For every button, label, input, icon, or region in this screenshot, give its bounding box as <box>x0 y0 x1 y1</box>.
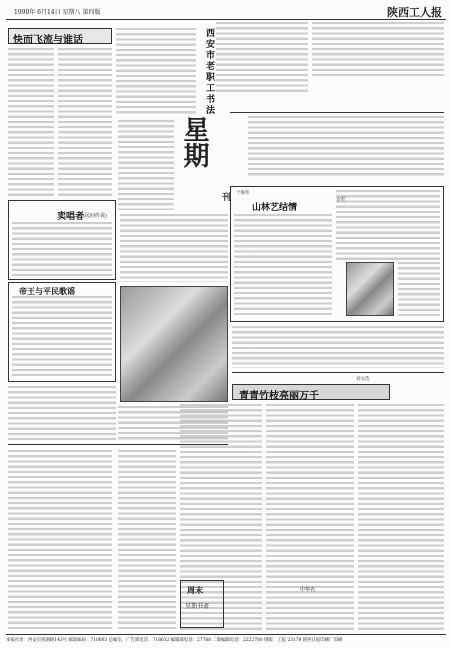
caption-author: 于俊伟 <box>236 191 250 196</box>
article-column-5 <box>312 22 444 78</box>
article-column-13 <box>232 326 444 368</box>
bottom-title: 青青竹枝亮丽万千 <box>239 391 319 402</box>
caption-editor: 刘文选 <box>356 377 370 382</box>
right-box-column <box>336 190 440 260</box>
vertical-title: 西安市老职工书法 <box>204 28 214 116</box>
story-title: 帝王与平民歌谣 <box>19 286 75 296</box>
article-column-6 <box>248 116 444 178</box>
article-column-4 <box>216 22 308 92</box>
weekend-box <box>180 580 224 628</box>
star-subtitle: 刊 <box>222 193 232 203</box>
article-column-1 <box>8 48 54 198</box>
top-left-title-box <box>8 28 112 44</box>
feature-photo <box>120 286 228 402</box>
calligraphy-photo <box>346 262 394 316</box>
article-column-15 <box>266 404 354 630</box>
article-column-10 <box>8 450 112 630</box>
star-title: 星期 <box>179 116 209 168</box>
article-column-7 <box>118 120 174 210</box>
right-box-title: 山林艺结情 <box>252 203 298 213</box>
bottom-left-title: 星期书斋 <box>185 603 210 610</box>
right-box-column-2 <box>398 262 440 316</box>
bottom-title-box <box>232 384 390 400</box>
mid-box-text <box>12 222 112 276</box>
article-column-8 <box>120 214 228 282</box>
date-line: 1990年 6月14日 星期八 第四版 <box>14 9 101 16</box>
article-column-12 <box>118 450 176 630</box>
weekly-label: 周末 <box>187 585 203 595</box>
right-box-text <box>234 214 332 318</box>
page-footer: 本报社址：西安市莲湖路143号 邮政编码：710003 总编室、广告部电话：718632 编辑部电话：27788 二版编辑电话：2222780 排版：工报 23178 陕西日报印刷厂印刷 <box>6 634 446 643</box>
mid-box-title: 卖唱者 <box>57 212 85 222</box>
page-header <box>6 4 446 20</box>
article-column-9 <box>8 386 116 440</box>
article-column-2 <box>58 48 112 198</box>
zhonghua-label: 中华名 <box>300 587 316 593</box>
masthead: 陕西工人报 <box>387 6 442 19</box>
story-text <box>12 296 112 378</box>
divider-3 <box>232 372 444 373</box>
section-mark: 专栏 <box>336 197 347 203</box>
article-column-16 <box>358 404 444 630</box>
top-left-title: 快而飞流与谁话 <box>13 35 83 46</box>
article-column-3 <box>116 28 196 116</box>
divider-1 <box>230 112 444 113</box>
mid-box-sub: (民间传说) <box>83 213 107 219</box>
